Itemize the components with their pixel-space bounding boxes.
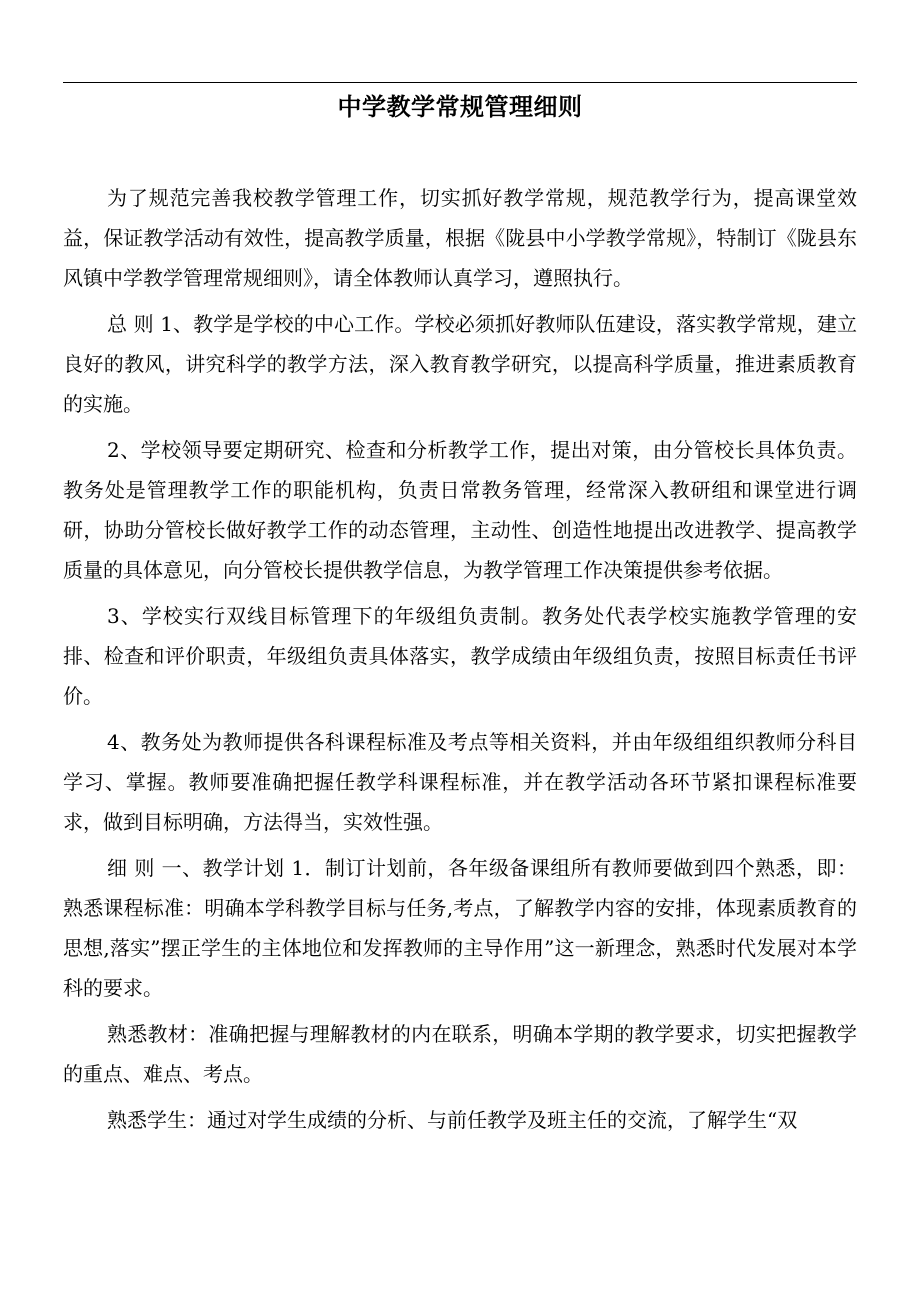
document-title: 中学教学常规管理细则 — [337, 93, 583, 121]
header-rule — [63, 82, 857, 83]
paragraph-general-3: 3、学校实行双线目标管理下的年级组负责制。教务处代表学校实施教学管理的安排、检查和评价职责，年级组负责具体落实，教学成绩由年级组负责，按照目标责任书评价。 — [63, 604, 857, 708]
paragraph-know-textbook: 熟悉教材：准确把握与理解教材的内在联系，明确本学期的教学要求，切实把握教学的重点、难点、考点。 — [63, 1022, 857, 1086]
paragraph-rules-plan: 细 则 一、教学计划 1．制订计划前，各年级备课组所有教师要做到四个熟悉，即：熟悉课程标准：明确本学科教学目标与任务,考点，了解教学内容的安排，体现素质教育的思想,落实”摆正学生的主体地位和发挥教师的主导作用”这一新理念，熟悉时代发展对本学科的要求。 — [63, 856, 857, 1000]
document-body — [63, 178, 857, 1146]
paragraph-know-students: 熟悉学生：通过对学生成绩的分析、与前任教学及班主任的交流，了解学生“双 — [107, 1108, 798, 1132]
paragraph-general-4: 4、教务处为教师提供各科课程标准及考点等相关资料，并由年级组组织教师分科目学习、掌握。教师要准确把握任教学科课程标准，并在教学活动各环节紧扣课程标准要求，做到目标明确，方法得当，实效性强。 — [63, 730, 857, 834]
paragraph-intro: 为了规范完善我校教学管理工作，切实抓好教学常规，规范教学行为，提高课堂效益，保证教学活动有效性，提高教学质量，根据《陇县中小学教学常规》，特制订《陇县东风镇中学教学管理常规细则》，请全体教师认真学习，遵照执行。 — [63, 186, 857, 290]
paragraph-general-1: 总 则 1、教学是学校的中心工作。学校必须抓好教师队伍建设，落实教学常规，建立良好的教风，讲究科学的教学方法，深入教育教学研究，以提高科学质量，推进素质教育的实施。 — [63, 312, 857, 416]
paragraph-general-2: 2、学校领导要定期研究、检查和分析教学工作，提出对策，由分管校长具体负责。教务处是管理教学工作的职能机构，负责日常教务管理，经常深入教研组和课堂进行调研，协助分管校长做好教学工作的动态管理，主动性、创造性地提出改进教学、提高教学质量的具体意见，向分管校长提供教学信息，为教学管理工作决策提供参考依据。 — [63, 438, 857, 582]
